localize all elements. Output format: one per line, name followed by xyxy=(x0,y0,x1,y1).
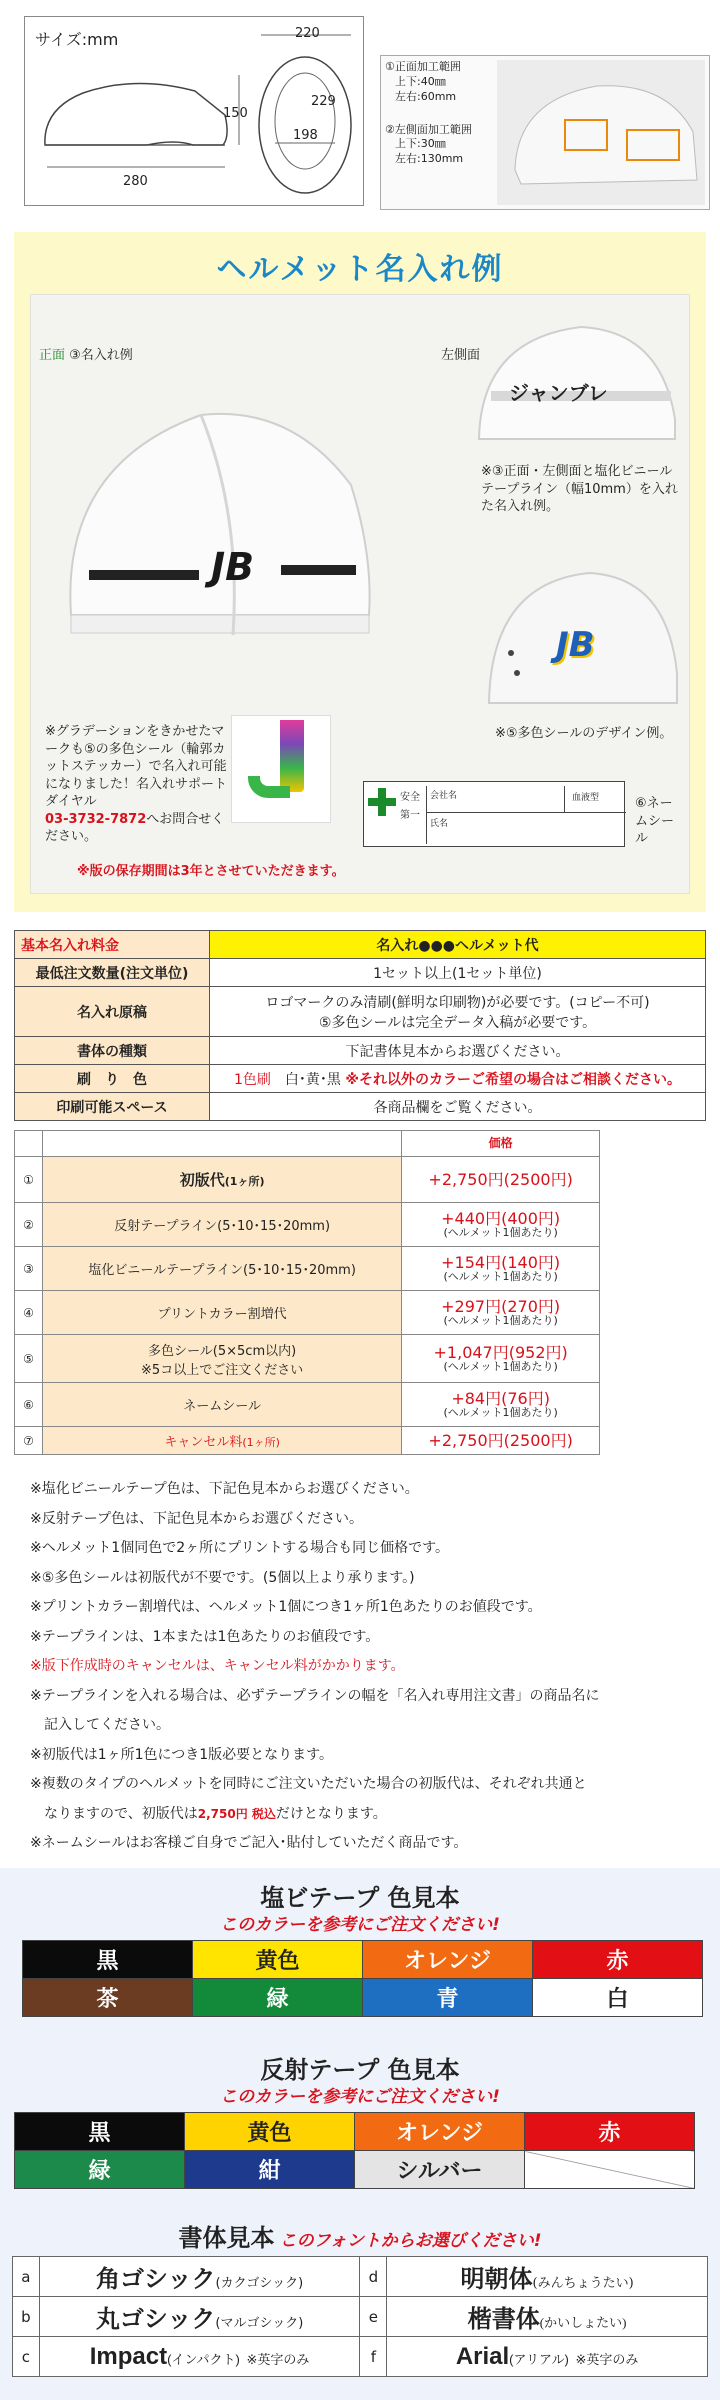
row-label: 書体の種類 xyxy=(15,1037,210,1065)
swatch: 緑 xyxy=(193,1979,363,2017)
dim-width-top: 220 xyxy=(295,26,320,41)
row-value: 1セット以上(1セット単位) xyxy=(210,959,706,987)
seal-blood: 血液型 xyxy=(572,793,600,803)
table-row: b 丸ゴシック(マルゴシック) e 楷書体(かいしょたい) xyxy=(13,2297,708,2337)
helmet-outline-diagram xyxy=(25,17,365,207)
jamble-sample xyxy=(231,715,331,823)
row-label: 最低注文数量(注文単位) xyxy=(15,959,210,987)
name-seal-image xyxy=(363,781,625,847)
note-line: ※ネームシールはお客様ご自身でご記入･貼付していただく商品です。 xyxy=(30,1835,468,1851)
swatch: オレンジ xyxy=(355,2113,525,2151)
table-row: c Impact(インパクト) ※英字のみ f Arial(アリアル) ※英字のみ xyxy=(13,2337,708,2377)
row-value: 1色刷 白･黄･黒 ※それ以外のカラーご希望の場合はご相談ください。 xyxy=(210,1065,706,1093)
pvc-tape-section xyxy=(0,1868,720,2054)
reflective-tape-section xyxy=(0,2040,720,2226)
range-side-h: 左右:130mm xyxy=(395,152,464,166)
phone-line xyxy=(45,811,231,846)
fonts-subtitle: このフォントからお選びください! xyxy=(279,2231,542,2251)
front-desc: ③名入れ例 xyxy=(69,348,133,363)
note-line: ※プリントカラー割増代は、ヘルメット1個につき1ヶ所1色あたりのお値段です。 xyxy=(30,1599,542,1615)
swatch: 黄色 xyxy=(185,2113,355,2151)
row-label: 印刷可能スペース xyxy=(15,1093,210,1121)
swatch: 緑 xyxy=(15,2151,185,2189)
range-front-label: ①正面加工範囲 xyxy=(385,60,461,73)
dim-length: 280 xyxy=(123,174,148,189)
table-row xyxy=(15,1093,706,1121)
table-row: ⑥ ネームシール +84円(76円) (ヘルメット1個あたり) xyxy=(15,1383,600,1427)
multicolor-logo: JB xyxy=(556,625,595,665)
seal-daiichi: 第一 xyxy=(400,810,420,821)
phone-number: 03-3732-7872 xyxy=(45,811,147,827)
gradation-text: ※グラデーションをきかせたマークも⑤の多色シール（輪郭カットステッカー）で名入れ可能になりました！名入れサポートダイヤル xyxy=(45,724,228,810)
front-label: 正面 xyxy=(39,348,66,363)
swatch: 赤 xyxy=(525,2113,695,2151)
pvc-subtitle: このカラーを参考にご注文ください! xyxy=(220,1915,500,1935)
table-row: ⑤ 多色シール(5×5cm以内) ※5コ以上でご注文ください +1,047円(952円) (ヘルメット1個あたり) xyxy=(15,1335,600,1383)
swatch: 黒 xyxy=(23,1941,193,1979)
note-line: なりますので、初版代は2,750円 税込だけとなります。 xyxy=(30,1805,387,1822)
note-line: ※⑤多色シールは初版代が不要です。(5個以上より承ります。) xyxy=(30,1569,415,1586)
note-line: 記入してください。 xyxy=(30,1717,170,1733)
name-example-section xyxy=(14,232,706,912)
note-line: ※複数のタイプのヘルメットを同時にご注文いただいた場合の初版代は、それぞれ共通と xyxy=(30,1776,587,1792)
swatch: 黄色 xyxy=(193,1941,363,1979)
basic-header-label: 基本名入れ料金 xyxy=(15,931,210,959)
notes-list xyxy=(30,1475,710,1859)
reflective-title: 反射テープ 色見本 xyxy=(260,2056,460,2084)
swatch: オレンジ xyxy=(363,1941,533,1979)
basic-header-row xyxy=(15,931,706,959)
basic-pricing-table xyxy=(14,930,706,1121)
green-cross-icon xyxy=(368,788,396,816)
reflective-subtitle: このカラーを参考にご注文ください! xyxy=(220,2087,500,2107)
swatch-empty xyxy=(525,2151,695,2189)
dim-inner-width: 198 xyxy=(293,128,318,143)
font-heading xyxy=(0,2218,720,2253)
row-value: ロゴマークのみ清刷(鮮明な印刷物)が必要です。(コピー不可) ⑤多色シールは完全データ入稿が必要です。 xyxy=(210,987,706,1037)
note-line: ※テープラインを入れる場合は、必ずテープラインの幅を「名入れ専用注文書」の商品名に xyxy=(30,1687,600,1704)
seal-anzen: 安全 xyxy=(400,792,420,803)
table-row: a 角ゴシック(カクゴシック) d 明朝体(みんちょうたい) xyxy=(13,2257,708,2297)
front-logo: JB xyxy=(211,545,255,589)
note-line: ※テープラインは、1本または1色あたりのお値段です。 xyxy=(30,1628,380,1645)
note-line: ※反射テープ色は、下記色見本からお選びください。 xyxy=(30,1510,364,1527)
note-line: ※塩化ビニールテープ色は、下記色見本からお選びください。 xyxy=(30,1481,419,1497)
note-line: ※版下作成時のキャンセルは、キャンセル料がかかります。 xyxy=(30,1658,405,1674)
range-text xyxy=(385,60,495,205)
table-row xyxy=(15,987,706,1037)
table-row: ③ 塩化ビニールテープライン(5･10･15･20mm) +154円(140円) (ヘルメット1個あたり) xyxy=(15,1247,600,1291)
pvc-title: 塩ビテープ 色見本 xyxy=(260,1884,460,1912)
front-caption xyxy=(39,347,133,365)
font-sample-section xyxy=(0,2214,720,2400)
swatch: 白 xyxy=(533,1979,703,2017)
range-side-v: 上下:30㎜ xyxy=(395,137,446,151)
name-seal-label: ⑥ネームシール xyxy=(635,796,675,847)
size-title: サイズ:mm xyxy=(35,30,119,49)
row-label: 名入れ原稿 xyxy=(15,987,210,1037)
tape-name-text: ジャンブレ xyxy=(509,381,608,405)
pvc-swatch-table xyxy=(22,1940,703,2017)
row-label: 刷 り 色 xyxy=(15,1065,210,1093)
range-side-label: ②左側面加工範囲 xyxy=(385,122,472,136)
dim-inner-length: 229 xyxy=(311,94,336,109)
price-table xyxy=(14,1130,600,1455)
table-row: ④ プリントカラー割増代 +297円(270円) (ヘルメット1個あたり) xyxy=(15,1291,600,1335)
tape-note: ※③正面・左側面と塩化ビニールテープライン（幅10mm）を入れた名入れ例。 xyxy=(481,464,678,515)
left-label: 左側面 xyxy=(441,348,481,363)
seal-company: 会社名 xyxy=(430,791,458,801)
table-row: ② 反射テープライン(5･10･15･20mm) +440円(400円) (ヘルメット1個あたり) xyxy=(15,1203,600,1247)
basic-header-value: 名入れ●●●ヘルメット代 xyxy=(210,931,706,959)
row-value: 各商品欄をご覧ください。 xyxy=(210,1093,706,1121)
dim-height: 150 xyxy=(223,106,248,121)
retention-notice: ※版の保存期間は3年とさせていただきます。 xyxy=(77,864,345,879)
table-row xyxy=(15,1037,706,1065)
multicolor-note: ※⑤多色シールのデザイン例。 xyxy=(495,726,673,741)
range-front-h: 左右:60mm xyxy=(395,89,457,103)
print-range-box xyxy=(380,55,710,210)
seal-name: 氏名 xyxy=(430,819,449,829)
note-line: ※初版代は1ヶ所1色につき1版必要となります。 xyxy=(30,1746,334,1763)
price-header: 価格 xyxy=(402,1131,600,1157)
swatch: 紺 xyxy=(185,2151,355,2189)
table-row xyxy=(15,1065,706,1093)
section-title: ヘルメット名入れ例 xyxy=(216,252,504,287)
swatch: シルバー xyxy=(355,2151,525,2189)
jamble-j-hook xyxy=(248,776,290,798)
price-header-row xyxy=(15,1131,600,1157)
range-front-v: 上下:40㎜ xyxy=(395,74,446,88)
swatch: 赤 xyxy=(533,1941,703,1979)
helmet-range-photo xyxy=(497,60,705,205)
front-helmet-image xyxy=(51,375,391,675)
table-row: ⑦ キャンセル料(1ヶ所) +2,750円(2500円) xyxy=(15,1427,600,1455)
reflective-swatch-table xyxy=(14,2112,695,2189)
size-diagram xyxy=(24,16,364,206)
gradation-note xyxy=(45,723,231,846)
note-line: ※ヘルメット1個同色で2ヶ所にプリントする場合も同じ価格です。 xyxy=(30,1540,450,1556)
phone-suffix: へお問合せください。 xyxy=(45,811,225,845)
table-row xyxy=(15,959,706,987)
fonts-title: 書体見本 xyxy=(178,2224,275,2252)
font-table xyxy=(12,2256,708,2377)
swatch: 黒 xyxy=(15,2113,185,2151)
swatch: 青 xyxy=(363,1979,533,2017)
row-value: 下記書体見本からお選びください。 xyxy=(210,1037,706,1065)
example-photo-panel xyxy=(30,294,690,894)
swatch: 茶 xyxy=(23,1979,193,2017)
table-row: ① 初版代(1ヶ所) +2,750円(2500円) xyxy=(15,1157,600,1203)
